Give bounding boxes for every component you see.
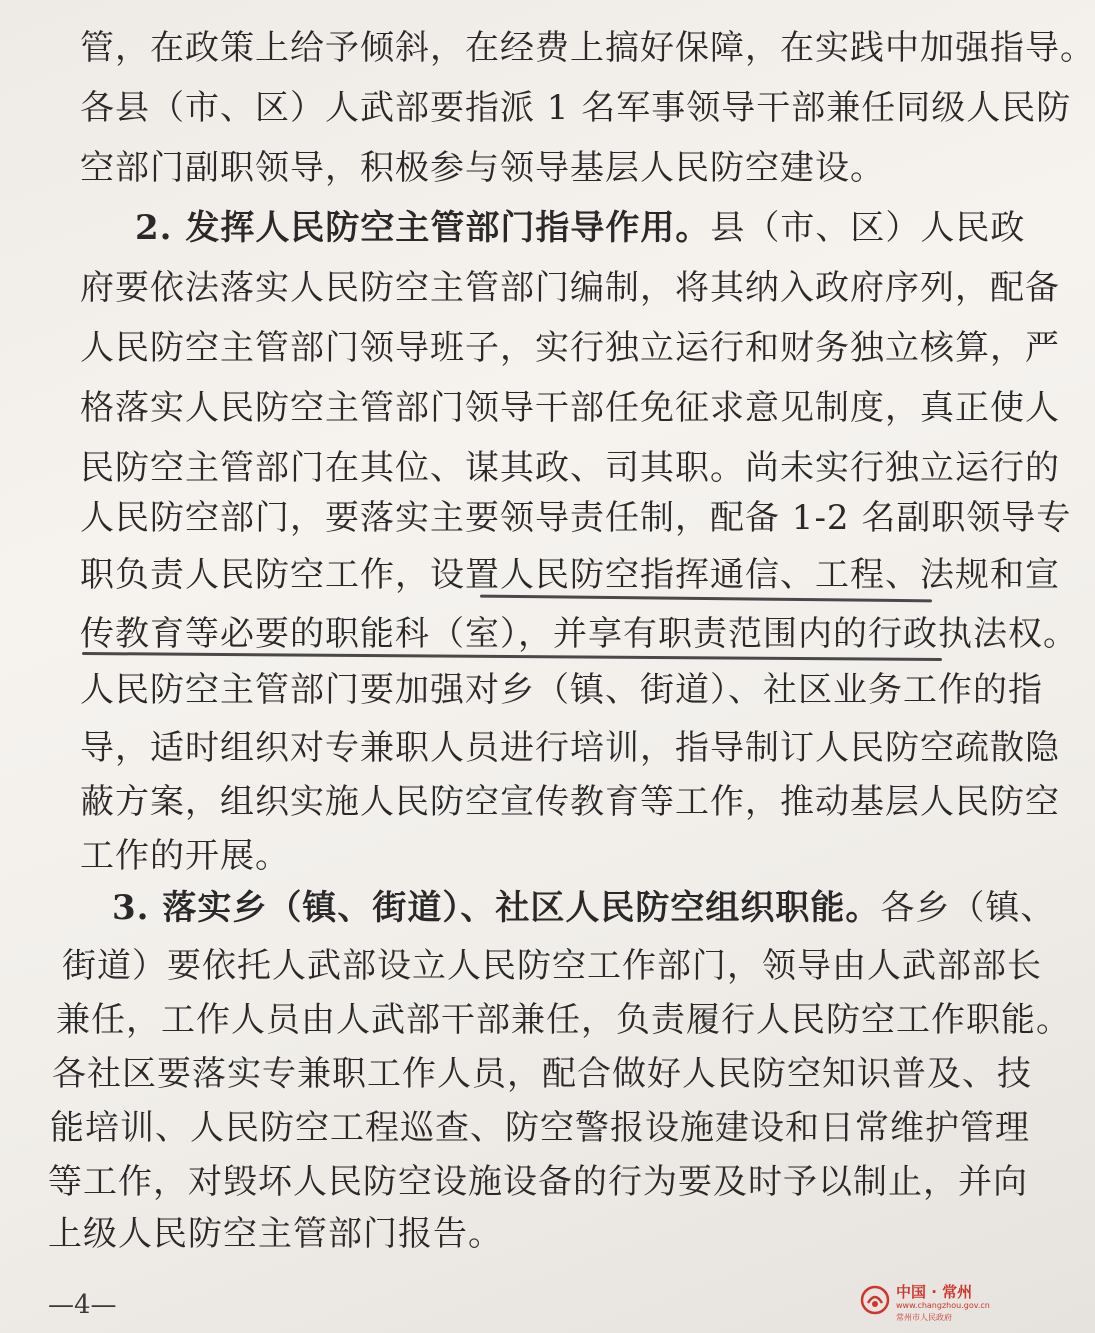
body-line-8 bbox=[80, 448, 1060, 488]
line-text: 传教育等必要的职能科（室），并享有职责范围内的行政执法权。 bbox=[80, 614, 1078, 654]
city-logo-icon bbox=[860, 1285, 890, 1315]
section-3-heading: 3. 落实乡（镇、街道）、社区人民防空组织职能。 bbox=[112, 888, 881, 928]
line-text: 等工作，对毁坏人民防空设施设备的行为要及时予以制止，并向 bbox=[48, 1162, 1028, 1202]
pen-underline-mark bbox=[480, 595, 932, 603]
body-line-17 bbox=[62, 946, 1042, 986]
body-line-6 bbox=[80, 328, 1060, 368]
body-line-9 bbox=[80, 498, 1071, 538]
body-line-1 bbox=[80, 28, 1095, 68]
line-text: 各乡（镇、 bbox=[880, 888, 1056, 928]
watermark bbox=[860, 1279, 990, 1325]
section-2-first-line bbox=[135, 208, 1025, 248]
line-text: 人民防空主管部门领导班子，实行独立运行和财务独立核算，严 bbox=[80, 328, 1060, 368]
body-line-19 bbox=[52, 1054, 1032, 1094]
body-line-14 bbox=[80, 782, 1060, 822]
line-text: 工作的开展。 bbox=[80, 836, 290, 876]
line-text: 导，适时组织对专兼职人员进行培训，指导制订人民防空疏散隐 bbox=[80, 728, 1060, 768]
body-line-22 bbox=[48, 1214, 503, 1254]
line-text: 民防空主管部门在其位、谋其政、司其职。尚未实行独立运行的 bbox=[80, 448, 1060, 488]
line-text: 各县（市、区）人武部要指派 1 名军事领导干部兼任同级人民防 bbox=[80, 88, 1072, 128]
line-text: 街道）要依托人武部设立人民防空工作部门，领导由人武部部长 bbox=[62, 946, 1042, 986]
watermark-title: 中国 · 常州 bbox=[896, 1283, 973, 1301]
line-text: 上级人民防空主管部门报告。 bbox=[48, 1214, 503, 1254]
body-line-13 bbox=[80, 728, 1060, 768]
body-line-20 bbox=[50, 1108, 1030, 1148]
page-number: —4— bbox=[48, 1290, 117, 1320]
watermark-url: www.changzhou.gov.cn bbox=[896, 1301, 990, 1310]
line-text: 各社区要落实专兼职工作人员，配合做好人民防空知识普及、技 bbox=[52, 1054, 1032, 1094]
body-line-11 bbox=[80, 614, 1078, 654]
body-line-5 bbox=[80, 268, 1060, 308]
body-line-2 bbox=[80, 88, 1071, 128]
line-text: 人民防空主管部门要加强对乡（镇、街道）、社区业务工作的指 bbox=[80, 670, 1043, 710]
body-line-10 bbox=[80, 555, 1060, 595]
line-text: 职负责人民防空工作，设置人民防空指挥通信、工程、法规和宣 bbox=[80, 555, 1060, 595]
line-text: 格落实人民防空主管部门领导干部任免征求意见制度，真正使人 bbox=[80, 388, 1060, 428]
line-text: 能培训、人民防空工程巡查、防空警报设施建设和日常维护管理 bbox=[50, 1108, 1030, 1148]
line-text: 县（市、区）人民政 bbox=[710, 208, 1026, 248]
line-text: 空部门副职领导，积极参与领导基层人民防空建设。 bbox=[80, 148, 885, 188]
body-line-7 bbox=[80, 388, 1060, 428]
line-text: 管，在政策上给予倾斜，在经费上搞好保障，在实践中加强指导。 bbox=[80, 28, 1095, 68]
line-text: 兼任，工作人员由人武部干部兼任，负责履行人民防空工作职能。 bbox=[56, 1000, 1071, 1040]
watermark-subtitle: 常州市人民政府 bbox=[896, 1313, 952, 1322]
body-line-12 bbox=[80, 670, 1043, 710]
body-line-3 bbox=[80, 148, 885, 188]
body-line-21 bbox=[48, 1162, 1028, 1202]
body-line-15 bbox=[80, 836, 290, 876]
line-text: 人民防空部门，要落实主要领导责任制，配备 1-2 名副职领导专 bbox=[80, 498, 1072, 538]
line-text: 蔽方案，组织实施人民防空宣传教育等工作，推动基层人民防空 bbox=[80, 782, 1060, 822]
section-2-heading: 2. 发挥人民防空主管部门指导作用。 bbox=[135, 208, 711, 248]
line-text: 府要依法落实人民防空主管部门编制，将其纳入政府序列，配备 bbox=[80, 268, 1060, 308]
body-line-18 bbox=[56, 1000, 1071, 1040]
section-3-first-line bbox=[112, 888, 1055, 928]
